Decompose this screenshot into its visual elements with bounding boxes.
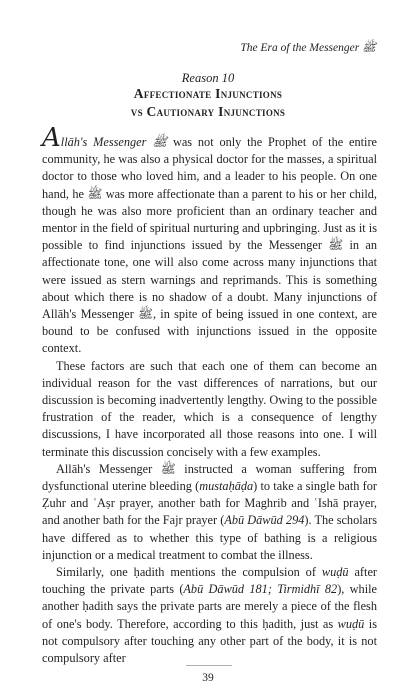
paragraph-4-text-c: ), while another ḥadith says the private parts are merely a piece of the flesh of one's body. Therefore, according to this ḥadith, just as [42, 582, 377, 631]
running-head: The Era of the Messenger ﷺ [240, 42, 376, 54]
body-text [42, 123, 378, 667]
paragraph-4 [42, 564, 377, 667]
term-wudu-2: wuḍū [337, 616, 365, 631]
citation-abu-dawud: Abū Dāwūd 294 [224, 513, 305, 528]
footer-rule [186, 665, 232, 666]
term-wudu: wuḍū [321, 565, 349, 580]
term-mustahada: mustaḥāḍa [199, 479, 254, 494]
chapter-title-line-1: Affectionate Injunctions [133, 86, 283, 101]
paragraph-2: These factors are such that each one of them can become an individual reason for the vast differences of narrations, but our discussion is becoming inadvertently lengthy. Owing to the possible frustration of the reader, which is a consequence of lengthy discussions, I have incorporated all those reasons into one. I will terminate this discussion concisely with a few examples. [42, 358, 377, 459]
paragraph-3-text-a: Allāh's Messenger ﷺ instructed a woman suffering from dysfunctional uterine bleeding ( [42, 461, 377, 494]
chapter-title-line-2: vs Cautionary Injunctions [130, 104, 286, 119]
page-number: 39 [202, 672, 214, 684]
paragraph-4-text-d: is not compulsory after touching any other part of the body, it is not compulsory after [42, 616, 377, 666]
paragraph-4-text-a: Similarly, one ḥadith mentions the compulsion of [56, 565, 322, 580]
paragraph-3 [42, 461, 377, 564]
drop-cap: A [42, 123, 61, 153]
paragraph-1-text: was not only the Prophet of the entire community, he was also a physical doctor for the masses, a spiritual doctor to those who loved him, and a leader to his people. On one hand, he ﷺ was more affectionate than a parent to his or her child, though he was also more proficient than an ordinary teacher and mentor in the field of spiritual nurturing and upbringing. Just as it is possible to find injunctions issued by the Messenger ﷺ in an affectionate tone, one will also come across many injunctions that were issued as stern warnings and reprimands. This is something about which there is no shadow of a doubt. Many injunctions of Allāh's Messenger ﷺ, in spite of being issued in one context, are bound to be confused with injunctions issued in the opposite context. [42, 135, 378, 356]
reason-label: Reason 10 [181, 71, 235, 85]
paragraph-4-text-b: after touching the private parts ( [42, 565, 377, 597]
paragraph-3-text-c: ). The scholars have differed as to whether this type of bathing is a religious injunction or a medical treatment to combat the illness. [42, 513, 377, 562]
paragraph-1 [42, 123, 378, 358]
paragraph-3-text-b: ) to take a single bath for Ẓuhr and ʿAṣr prayer, another bath for Maghrib and ʿIshā prayer, and another bath for the Fajr prayer ( [42, 479, 377, 528]
citation-abu-dawud-tirmidhi: Abū Dāwūd 181; Tirmidhī 82 [183, 582, 338, 597]
lead-italic: llāh's Messenger ﷺ [60, 135, 168, 149]
